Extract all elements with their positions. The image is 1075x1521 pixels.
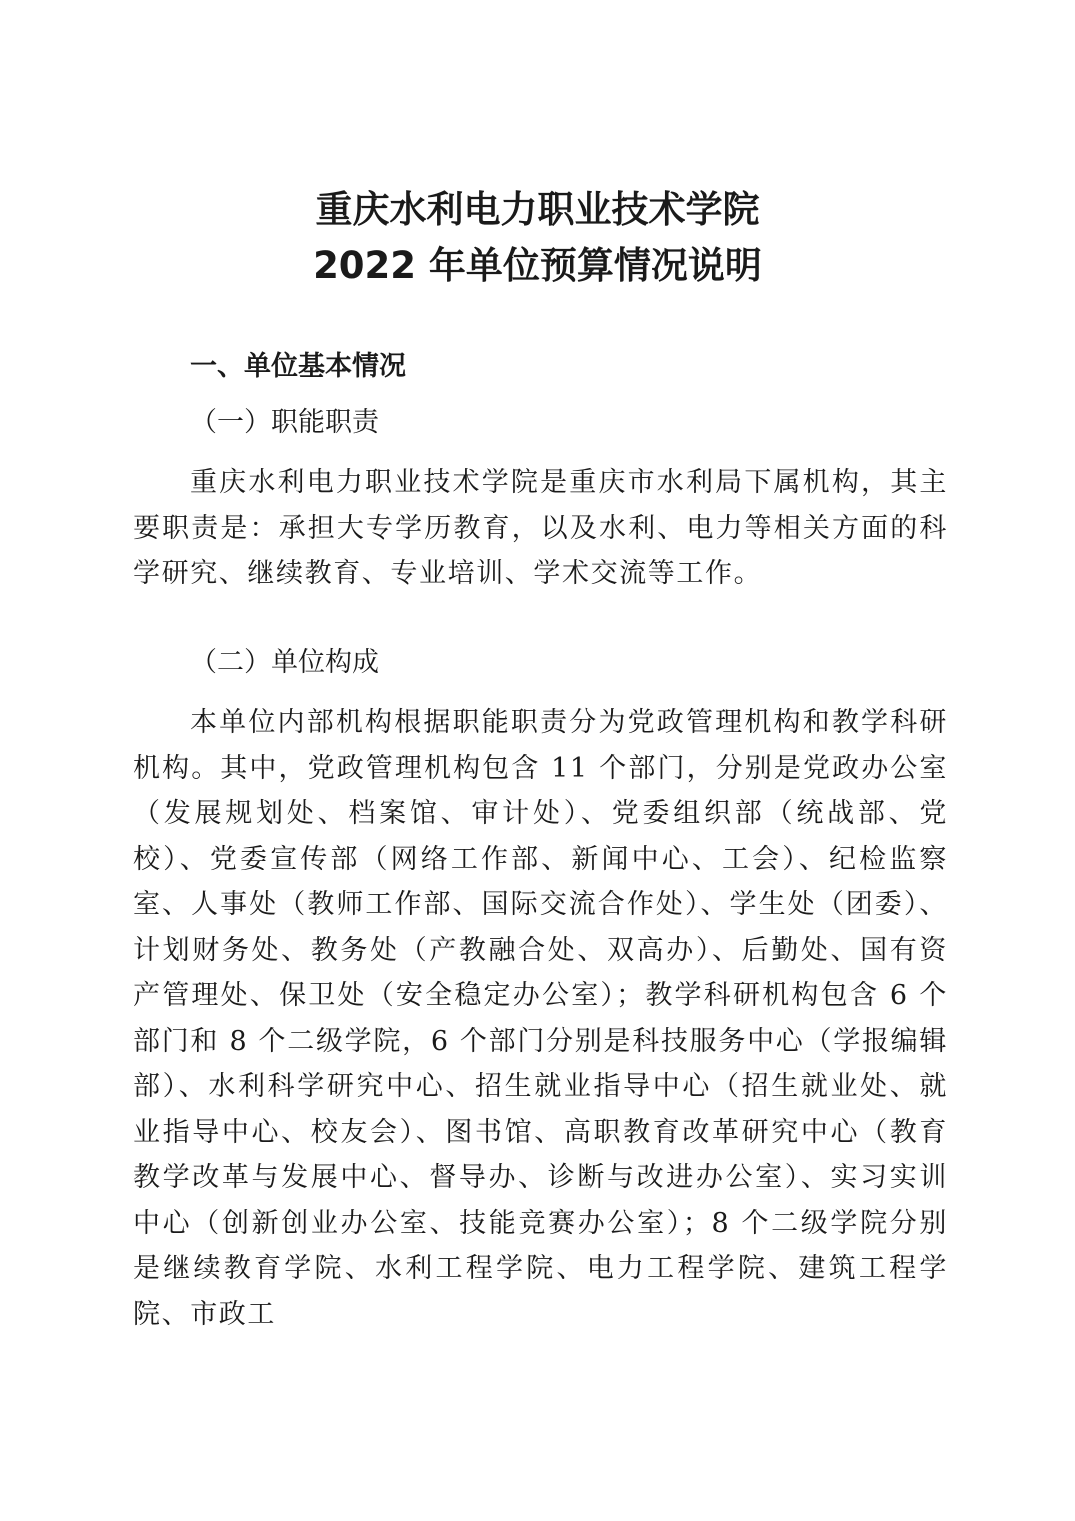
document-title-line1: 重庆水利电力职业技术学院	[315, 188, 760, 231]
paragraph-composition: 本单位内部机构根据职能职责分为党政管理机构和教学科研机构。其中，党政管理机构包含 11 个部门，分别是党政办公室（发展规划处、档案馆、审计处）、党委组织部（统战部、党校）、党委宣传部（网络工作部、新闻中心、工会）、纪检监察室、人事处（教师工作部、国际交流合作处）、学生处（团委）、计划财务处、教务处（产教融合处、双高办）、后勤处、国有资产管理处、保卫处（安全稳定办公室）；教学科研机构包含 6 个部门和 8 个二级学院，6 个部门分别是科技服务中心（学报编辑部）、水利科学研究中心、招生就业指导中心（招生就业处、就业指导中心、校友会）、图书馆、高职教育改革研究中心（教育教学改革与发展中心、督导办、诊断与改进办公室）、实习实训中心（创新创业办公室、技能竞赛办公室）；8 个二级学院分别是继续教育学院、水利工程学院、电力工程学院、建筑工程学院、市政工	[133, 707, 948, 1330]
section-heading-basic-info: 一、单位基本情况	[190, 351, 406, 382]
document-title-line2: 2022 年单位预算情况说明	[313, 244, 762, 287]
subheading-composition: （二）单位构成	[190, 647, 379, 678]
paragraph-functions: 重庆水利电力职业技术学院是重庆市水利局下属机构，其主要职责是：承担大专学历教育，以及水利、电力等相关方面的科学研究、继续教育、专业培训、学术交流等工作。	[133, 467, 948, 589]
subheading-functions: （一）职能职责	[190, 407, 379, 438]
